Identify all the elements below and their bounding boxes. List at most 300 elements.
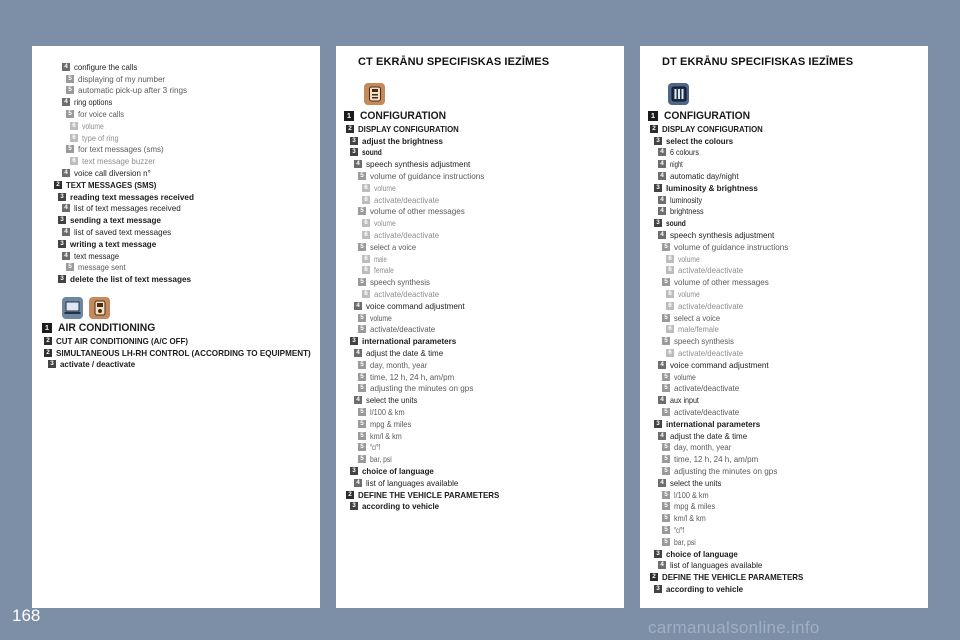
menu-item-label: CONFIGURATION <box>664 110 751 122</box>
menu-item-level-4 <box>648 359 928 371</box>
level-badge: 3 <box>350 148 358 156</box>
menu-item-level-5 <box>344 206 624 218</box>
level-badge: 6 <box>362 196 370 204</box>
level-badge: 2 <box>650 125 658 133</box>
menu-item-label: automatic pick-up after 3 rings <box>78 85 188 96</box>
menu-item-level-6 <box>344 182 624 194</box>
menu-item-label: text message buzzer <box>82 156 156 167</box>
level-badge: 5 <box>358 243 366 251</box>
menu-item-level-2 <box>648 123 928 135</box>
menu-item-label: activate/deactivate <box>678 348 744 359</box>
level-badge: 5 <box>662 467 670 475</box>
level-badge: 4 <box>658 207 666 215</box>
level-badge: 2 <box>650 573 658 581</box>
menu-item-level-5 <box>648 442 928 454</box>
menu-item-label: international parameters <box>666 418 761 429</box>
menu-item-label: female <box>374 265 394 276</box>
level-badge: 4 <box>354 160 362 168</box>
menu-item-label: volume of guidance instructions <box>674 241 789 252</box>
menu-item-level-5 <box>52 108 320 120</box>
menu-item-level-3 <box>344 135 624 147</box>
menu-item-label: choice of language <box>362 466 434 476</box>
menu-item-level-2 <box>648 571 928 583</box>
menu-item-level-4 <box>648 194 928 206</box>
level-badge: 3 <box>58 240 66 248</box>
menu-item-level-5 <box>344 170 624 182</box>
menu-item-level-5 <box>648 241 928 253</box>
level-badge: 5 <box>358 325 366 333</box>
menu-item-level-3 <box>344 501 624 513</box>
level-badge: 6 <box>362 219 370 227</box>
menu-item-level-3 <box>648 217 928 229</box>
menu-item-level-6 <box>648 288 928 300</box>
menu-item-level-5 <box>344 241 624 253</box>
level-badge: 2 <box>346 491 354 499</box>
level-badge: 6 <box>666 266 674 274</box>
menu-item-label: voice command adjustment <box>366 300 465 311</box>
menu-item-label: SIMULTANEOUS LH-RH CONTROL (ACCORDING TO EQUIPMENT) <box>56 347 311 358</box>
level-badge: 5 <box>358 172 366 180</box>
level-badge: 4 <box>354 479 362 487</box>
level-badge: 5 <box>662 443 670 451</box>
menu-item-level-5 <box>344 324 624 336</box>
menu-item-level-4 <box>648 559 928 571</box>
menu-item-label: type of ring <box>82 132 119 143</box>
menu-item-label: time, 12 h, 24 h, am/pm <box>674 454 759 465</box>
menu-panel-ct <box>336 46 624 608</box>
level-badge: 5 <box>358 361 366 369</box>
menu-item-label: volume <box>678 289 700 300</box>
menu-item-level-5 <box>648 383 928 395</box>
panel-heading: DT EKRĀNU SPECIFISKAS IEZĪMES <box>662 56 854 68</box>
level-badge: 3 <box>654 420 662 428</box>
level-badge: 6 <box>666 255 674 263</box>
menu-item-level-4 <box>344 347 624 359</box>
menu-item-label: km/l & km <box>370 430 402 441</box>
level-badge: 4 <box>658 432 666 440</box>
menu-item-level-6 <box>648 324 928 336</box>
level-badge: 4 <box>354 302 362 310</box>
menu-item-label: CUT AIR CONDITIONING (A/C OFF) <box>56 335 189 346</box>
level-badge: 1 <box>42 323 52 333</box>
menu-item-label: list of languages available <box>670 560 763 571</box>
menu-item-level-3 <box>52 214 320 226</box>
level-badge: 3 <box>654 550 662 558</box>
menu-item-label: DEFINE THE VEHICLE PARAMETERS <box>662 572 804 583</box>
level-badge: 5 <box>662 278 670 286</box>
level-badge: 5 <box>358 455 366 463</box>
level-badge: 5 <box>662 384 670 392</box>
menu-item-level-5 <box>344 312 624 324</box>
level-badge: 6 <box>70 134 78 142</box>
level-badge: 6 <box>666 349 674 357</box>
watermark: carmanualsonline.info <box>648 618 820 637</box>
menu-item-label: international parameters <box>362 336 457 347</box>
level-badge: 4 <box>658 160 666 168</box>
menu-item-level-5 <box>52 144 320 156</box>
menu-item-level-6 <box>344 288 624 300</box>
menu-item-level-3 <box>648 548 928 560</box>
menu-item-level-4 <box>648 147 928 159</box>
menu-item-level-6 <box>52 155 320 167</box>
menu-item-level-6 <box>344 217 624 229</box>
level-badge: 5 <box>66 86 74 94</box>
level-badge: 6 <box>70 122 78 130</box>
menu-item-label: adjust the date & time <box>366 348 444 359</box>
menu-item-label: volume <box>82 120 104 131</box>
menu-item-label: adjust the brightness <box>362 135 443 146</box>
menu-item-label: mpg & miles <box>674 501 716 512</box>
menu-item-level-3 <box>52 273 320 285</box>
menu-item-label: activate/deactivate <box>374 230 440 241</box>
menu-item-label: according to vehicle <box>666 583 744 594</box>
menu-item-label: day, month, year <box>370 359 428 370</box>
menu-item-label: activate/deactivate <box>374 194 440 205</box>
level-badge: 5 <box>358 373 366 381</box>
menu-item-level-4 <box>648 206 928 218</box>
menu-item-level-5 <box>648 276 928 288</box>
level-badge: 3 <box>654 219 662 227</box>
menu-item-level-3 <box>648 583 928 595</box>
level-badge: 5 <box>662 526 670 534</box>
air-conditioning-icon <box>89 297 110 319</box>
menu-item-level-4 <box>52 203 320 215</box>
menu-item-level-4 <box>52 61 320 73</box>
menu-item-label: configure the calls <box>74 61 138 72</box>
level-badge: 3 <box>654 184 662 192</box>
menu-item-level-5 <box>648 465 928 477</box>
level-badge: 2 <box>44 337 52 345</box>
menu-item-label: brightness <box>670 206 704 217</box>
menu-item-level-6 <box>648 300 928 312</box>
menu-item-level-5 <box>344 430 624 442</box>
menu-item-level-4 <box>344 300 624 312</box>
menu-item-label: DISPLAY CONFIGURATION <box>358 123 459 134</box>
level-badge: 2 <box>54 181 62 189</box>
level-badge: 4 <box>658 172 666 180</box>
level-badge: 6 <box>70 157 78 165</box>
menu-item-label: ring options <box>74 97 113 108</box>
menu-item-label: volume of other messages <box>370 206 465 217</box>
menu-item-level-3 <box>52 191 320 203</box>
menu-item-label: delete the list of text messages <box>70 274 192 285</box>
level-badge: 5 <box>66 263 74 271</box>
menu-item-level-6 <box>52 120 320 132</box>
menu-item-label: sound <box>362 147 382 158</box>
menu-item-level-4 <box>344 394 624 406</box>
menu-item-level-2 <box>52 179 320 191</box>
level-badge: 1 <box>344 111 354 121</box>
menu-item-level-5 <box>344 453 624 465</box>
level-badge: 6 <box>362 184 370 192</box>
menu-item-level-6 <box>648 265 928 277</box>
menu-item-level-5 <box>344 442 624 454</box>
level-badge: 3 <box>350 337 358 345</box>
level-badge: 4 <box>62 63 70 71</box>
menu-item-level-4 <box>52 250 320 262</box>
menu-tree <box>344 107 624 512</box>
menu-item-level-5 <box>648 335 928 347</box>
menu-item-level-6 <box>648 253 928 265</box>
menu-item-level-3 <box>344 465 624 477</box>
page-number: 168 <box>12 606 41 625</box>
menu-item-level-6 <box>52 132 320 144</box>
menu-item-label: activate/deactivate <box>674 383 740 394</box>
menu-item-label: volume of guidance instructions <box>370 171 485 182</box>
menu-item-label: text message <box>74 250 120 261</box>
menu-item-label: speech synthesis <box>674 336 734 347</box>
menu-item-level-5 <box>52 262 320 274</box>
menu-panel-phone-air <box>32 46 320 608</box>
menu-item-level-5 <box>648 312 928 324</box>
menu-item-label: l/100 & km <box>370 407 405 418</box>
level-badge: 5 <box>662 373 670 381</box>
level-badge: 3 <box>48 360 56 368</box>
level-badge: 3 <box>350 467 358 475</box>
level-badge: 5 <box>66 145 74 153</box>
menu-item-level-2 <box>42 335 320 347</box>
level-badge: 4 <box>62 252 70 260</box>
menu-item-label: volume of other messages <box>674 277 769 288</box>
menu-item-level-5 <box>344 383 624 395</box>
menu-item-level-4 <box>52 96 320 108</box>
menu-item-level-1 <box>344 109 624 123</box>
menu-item-label: list of saved text messages <box>74 227 172 238</box>
level-badge: 5 <box>358 314 366 322</box>
menu-item-level-1 <box>648 109 928 123</box>
menu-item-label: activate/deactivate <box>678 265 744 276</box>
level-badge: 5 <box>358 408 366 416</box>
menu-item-level-5 <box>648 406 928 418</box>
menu-item-label: choice of language <box>666 548 738 559</box>
level-badge: 5 <box>66 75 74 83</box>
menu-item-level-4 <box>648 229 928 241</box>
level-badge: 5 <box>66 110 74 118</box>
menu-item-level-5 <box>648 524 928 536</box>
level-badge: 3 <box>58 193 66 201</box>
menu-item-label: adjusting the minutes on gps <box>674 466 778 476</box>
menu-item-label: voice call diversion n° <box>74 168 151 179</box>
menu-item-level-5 <box>648 501 928 513</box>
menu-tree <box>648 107 928 595</box>
menu-item-label: automatic day/night <box>670 171 739 182</box>
menu-item-level-1 <box>42 321 320 335</box>
level-badge: 5 <box>358 384 366 392</box>
menu-item-level-5 <box>648 371 928 383</box>
ct-screen-icon <box>364 83 385 105</box>
menu-item-level-4 <box>648 430 928 442</box>
level-badge: 1 <box>648 111 658 121</box>
menu-item-level-3 <box>344 147 624 159</box>
level-badge: 4 <box>62 169 70 177</box>
level-badge: 4 <box>658 561 666 569</box>
menu-item-level-3 <box>648 182 928 194</box>
menu-item-level-6 <box>344 229 624 241</box>
laptop-air-icon <box>62 297 83 319</box>
menu-item-level-5 <box>648 512 928 524</box>
menu-item-label: volume <box>674 371 696 382</box>
menu-item-label: activate/deactivate <box>374 289 440 300</box>
level-badge: 3 <box>350 502 358 510</box>
level-badge: 3 <box>350 137 358 145</box>
menu-item-label: day, month, year <box>674 442 732 453</box>
level-badge: 5 <box>662 337 670 345</box>
menu-item-label: select the colours <box>666 135 734 146</box>
menu-item-level-5 <box>344 359 624 371</box>
menu-item-label: speech synthesis adjustment <box>670 230 775 241</box>
level-badge: 5 <box>358 432 366 440</box>
level-badge: 5 <box>358 207 366 215</box>
menu-item-label: adjusting the minutes on gps <box>370 383 474 394</box>
menu-item-level-4 <box>52 167 320 179</box>
menu-item-level-3 <box>42 359 320 371</box>
menu-item-level-3 <box>52 238 320 250</box>
level-badge: 2 <box>44 349 52 357</box>
menu-item-level-5 <box>52 73 320 85</box>
menu-item-label: according to vehicle <box>362 501 440 512</box>
menu-item-label: select a voice <box>674 312 721 323</box>
menu-item-level-5 <box>648 453 928 465</box>
menu-panel-dt <box>640 46 928 608</box>
menu-item-level-5 <box>344 418 624 430</box>
menu-item-label: night <box>670 159 683 170</box>
level-badge: 5 <box>662 538 670 546</box>
menu-item-label: select a voice <box>370 241 417 252</box>
menu-item-label: activate/deactivate <box>674 407 740 418</box>
menu-item-label: for voice calls <box>78 109 125 120</box>
menu-item-level-6 <box>344 253 624 265</box>
level-badge: 2 <box>346 125 354 133</box>
level-badge: 6 <box>666 302 674 310</box>
menu-item-label: writing a text message <box>70 238 157 249</box>
menu-item-level-3 <box>648 135 928 147</box>
menu-item-label: voice command adjustment <box>670 359 769 370</box>
menu-item-label: displaying of my number <box>78 73 166 84</box>
level-badge: 4 <box>658 231 666 239</box>
menu-tree <box>52 61 320 285</box>
menu-item-level-5 <box>52 85 320 97</box>
level-badge: 5 <box>662 502 670 510</box>
menu-item-label: male/female <box>678 324 719 335</box>
level-badge: 6 <box>362 231 370 239</box>
menu-item-label: 6 colours <box>670 147 699 158</box>
menu-item-level-4 <box>344 158 624 170</box>
menu-item-label: TEXT MESSAGES (SMS) <box>66 179 157 190</box>
menu-item-level-6 <box>648 347 928 359</box>
level-badge: 4 <box>62 98 70 106</box>
menu-item-label: sending a text message <box>70 215 161 226</box>
menu-item-level-3 <box>648 418 928 430</box>
menu-item-level-6 <box>344 265 624 277</box>
menu-item-label: activate / deactivate <box>60 359 136 370</box>
menu-item-label: list of text messages received <box>74 203 181 214</box>
menu-item-level-4 <box>648 394 928 406</box>
menu-item-label: aux input <box>670 395 699 406</box>
level-badge: 4 <box>658 479 666 487</box>
menu-item-level-5 <box>648 489 928 501</box>
menu-item-level-3 <box>344 335 624 347</box>
menu-item-label: select the units <box>670 477 722 488</box>
menu-item-label: bar, psi <box>674 536 696 547</box>
level-badge: 4 <box>354 349 362 357</box>
menu-item-label: time, 12 h, 24 h, am/pm <box>370 371 455 382</box>
menu-item-level-4 <box>344 477 624 489</box>
menu-item-label: volume <box>374 182 396 193</box>
level-badge: 6 <box>666 325 674 333</box>
level-badge: 3 <box>58 275 66 283</box>
level-badge: 5 <box>662 314 670 322</box>
level-badge: 6 <box>666 290 674 298</box>
level-badge: 5 <box>662 491 670 499</box>
menu-item-label: CONFIGURATION <box>360 110 447 122</box>
level-badge: 5 <box>662 514 670 522</box>
menu-item-label: reading text messages received <box>70 191 194 202</box>
dt-screen-icon <box>668 83 689 105</box>
level-badge: 6 <box>362 290 370 298</box>
menu-item-label: l/100 & km <box>674 489 709 500</box>
menu-item-label: list of languages available <box>366 477 459 488</box>
menu-tree-air <box>42 319 320 370</box>
level-badge: 4 <box>354 396 362 404</box>
panel-heading: CT EKRĀNU SPECIFISKAS IEZĪMES <box>358 56 550 68</box>
level-badge: 5 <box>662 243 670 251</box>
menu-item-level-2 <box>42 347 320 359</box>
level-badge: 3 <box>58 216 66 224</box>
menu-item-level-4 <box>648 170 928 182</box>
menu-item-level-4 <box>648 477 928 489</box>
level-badge: 4 <box>62 228 70 236</box>
menu-item-label: activate/deactivate <box>678 300 744 311</box>
menu-item-label: volume <box>370 312 392 323</box>
menu-item-level-5 <box>648 536 928 548</box>
menu-item-label: DISPLAY CONFIGURATION <box>662 123 763 134</box>
menu-item-label: male <box>374 253 387 264</box>
menu-item-level-5 <box>344 276 624 288</box>
menu-item-label: luminosity <box>670 194 703 205</box>
level-badge: 4 <box>658 196 666 204</box>
level-badge: 4 <box>658 148 666 156</box>
level-badge: 5 <box>358 443 366 451</box>
level-badge: 5 <box>358 278 366 286</box>
menu-item-level-5 <box>344 406 624 418</box>
menu-item-level-6 <box>344 194 624 206</box>
menu-item-label: mpg & miles <box>370 418 412 429</box>
level-badge: 3 <box>654 585 662 593</box>
menu-item-label: luminosity & brightness <box>666 182 758 193</box>
level-badge: 4 <box>658 396 666 404</box>
menu-item-label: for text messages (sms) <box>78 144 164 155</box>
menu-item-level-4 <box>648 158 928 170</box>
level-badge: 5 <box>358 420 366 428</box>
menu-item-level-2 <box>344 489 624 501</box>
menu-item-label: °c/°f <box>370 442 380 453</box>
menu-item-label: select the units <box>366 395 418 406</box>
menu-item-label: km/l & km <box>674 513 706 524</box>
menu-item-label: speech synthesis adjustment <box>366 159 471 170</box>
menu-item-label: volume <box>374 218 396 229</box>
menu-item-label: adjust the date & time <box>670 430 748 441</box>
level-badge: 4 <box>658 361 666 369</box>
menu-item-label: speech synthesis <box>370 277 430 288</box>
menu-item-level-5 <box>344 371 624 383</box>
menu-item-label: message sent <box>78 262 126 273</box>
level-badge: 5 <box>662 408 670 416</box>
menu-item-label: sound <box>666 218 686 229</box>
menu-item-label: AIR CONDITIONING <box>58 322 156 334</box>
level-badge: 6 <box>362 266 370 274</box>
level-badge: 5 <box>662 455 670 463</box>
menu-item-label: activate/deactivate <box>370 324 436 335</box>
